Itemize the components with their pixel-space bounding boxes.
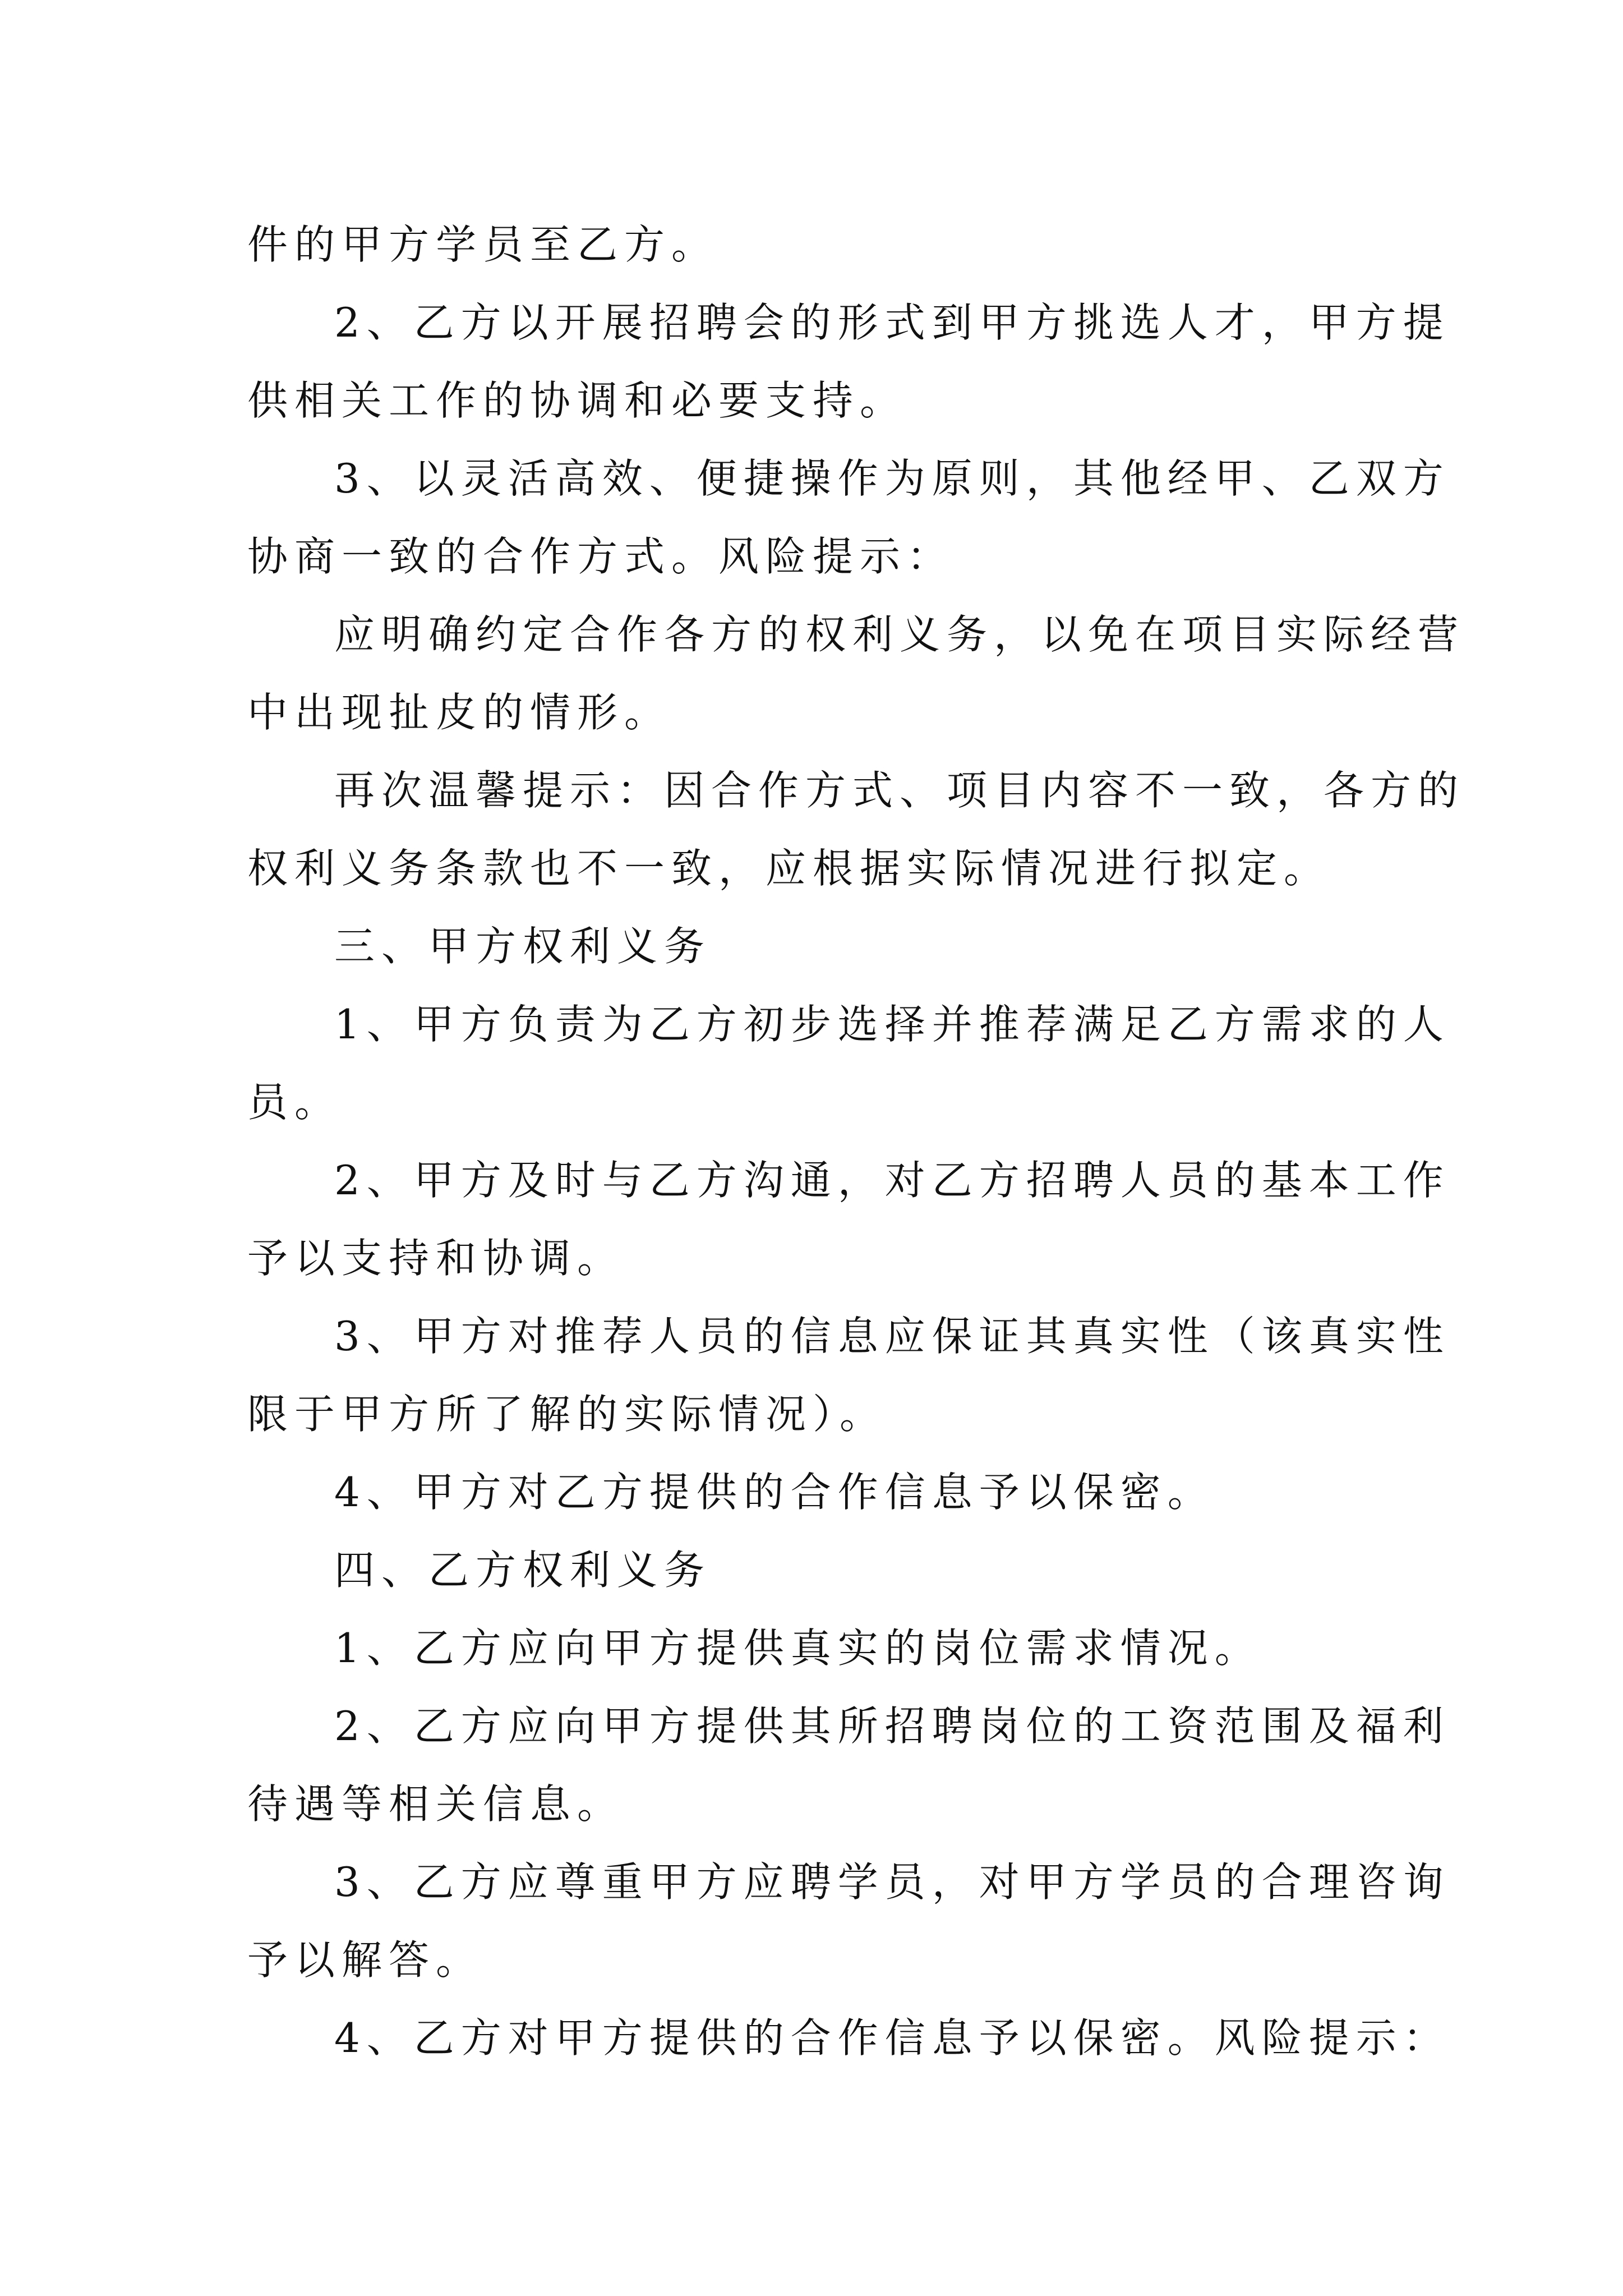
text-line: 2、乙方应向甲方提供其所招聘岗位的工资范围及福利	[334, 1703, 1450, 1750]
text-line: 4、乙方对甲方提供的合作信息予以保密。风险提示：	[334, 2014, 1450, 2062]
text-line: 4、甲方对乙方提供的合作信息予以保密。	[334, 1469, 1215, 1516]
text-line: 件的甲方学员至乙方。	[247, 221, 719, 268]
text-line: 供相关工作的协调和必要支持。	[247, 377, 907, 424]
text-line: 待遇等相关信息。	[247, 1780, 625, 1828]
text-line: 应明确约定合作各方的权利义务，以免在项目实际经营	[334, 611, 1465, 658]
text-line: 2、乙方以开展招聘会的形式到甲方挑选人才，甲方提	[334, 299, 1450, 346]
text-line: 权利义务条款也不一致，应根据实际情况进行拟定。	[247, 845, 1331, 892]
text-line: 予以解答。	[247, 1936, 483, 1984]
section-heading: 四、乙方权利义务	[334, 1547, 712, 1594]
text-line: 再次温馨提示：因合作方式、项目内容不一致，各方的	[334, 767, 1465, 814]
text-line: 1、乙方应向甲方提供真实的岗位需求情况。	[334, 1625, 1262, 1672]
text-line: 3、甲方对推荐人员的信息应保证其真实性（该真实性	[334, 1313, 1450, 1360]
text-line: 限于甲方所了解的实际情况）。	[247, 1391, 887, 1438]
section-heading: 三、甲方权利义务	[334, 923, 712, 970]
text-line: 3、乙方应尊重甲方应聘学员，对甲方学员的合理咨询	[334, 1858, 1450, 1906]
text-line: 1、甲方负责为乙方初步选择并推荐满足乙方需求的人	[334, 1001, 1450, 1048]
text-line: 协商一致的合作方式。风险提示：	[247, 533, 955, 580]
text-line: 中出现扯皮的情形。	[247, 689, 672, 736]
text-line: 3、以灵活高效、便捷操作为原则，其他经甲、乙双方	[334, 455, 1450, 502]
text-line: 员。	[247, 1079, 342, 1126]
text-line: 2、甲方及时与乙方沟通，对乙方招聘人员的基本工作	[334, 1157, 1450, 1204]
text-line: 予以支持和协调。	[247, 1235, 625, 1282]
